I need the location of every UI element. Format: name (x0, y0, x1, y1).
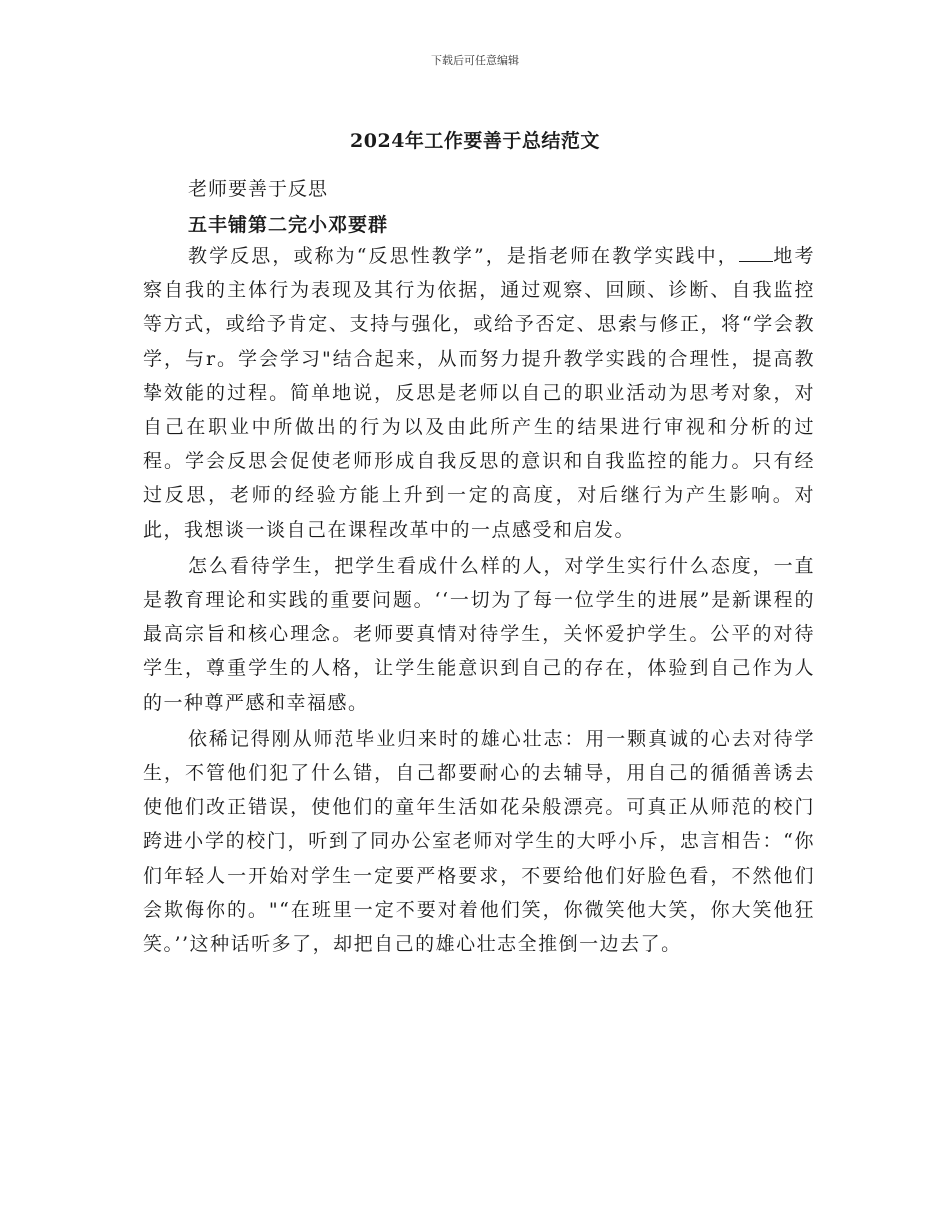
paragraph-1 (143, 239, 815, 547)
document-subtitle: 老师要善于反思 (188, 178, 329, 200)
fill-in-blank (739, 245, 773, 262)
document-body (143, 239, 815, 963)
document-title: 2024年工作要善于总结范文 (350, 130, 600, 152)
paragraph-3: 依稀记得刚从师范毕业归来时的雄心壮志：用一颗真诚的心去对待学生，不管他们犯了什么错，自己都要耐心的去辅导，用自己的循循善诱去使他们改正错误，使他们的童年生活如花朵般漂亮。可真正从师范的校门跨进小学的校门，听到了同办公室老师对学生的大呼小斥，忠言相告：“你们年轻人一开始对学生一定要严格要求，不要给他们好脸色看，不然他们会欺侮你的。"“在班里一定不要对着他们笑，你微笑他大笑，你大笑他狂笑。’’这种话听多了，却把自己的雄心壮志全推倒一边去了。 (143, 727, 815, 956)
paragraph-1-part-2: 地考察自我的主体行为表现及其行为依据，通过观察、回顾、诊断、自我监控等方式，或给予肯定、支持与强化，或给予否定、思索与修正，将“学会教学，与r。学会学习"结合起来，从而努力提升教学实践的合理性，提高教挚效能的过程。简单地说，反思是老师以自己的职业活动为思考对象，对自己在职业中所做出的行为以及由此所产生的结果进行审视和分析的过程。学会反思会促使老师形成自我反思的意识和自我监控的能力。只有经过反思，老师的经验方能上升到一定的高度，对后继行为产生影响。对此，我想谈一谈自己在课程改革中的一点感受和启发。 (143, 245, 815, 541)
paragraph-2: 怎么看待学生，把学生看成什么样的人，对学生实行什么态度，一直是教育理论和实践的重要问题。‘‘一切为了每一位学生的进展”是新课程的最高宗旨和核心理念。老师要真情对待学生，关怀爱护学生。公平的对待学生，尊重学生的人格，让学生能意识到自己的存在，体验到自己作为人的一种尊严感和幸福感。 (143, 554, 815, 714)
document-author: 五丰铺第二完小邓要群 (188, 214, 389, 236)
page-header: 下载后可任意编辑 (431, 54, 519, 67)
paragraph-1-part-1: 教学反思，或称为“反思性教学”，是指老师在教学实践中， (188, 245, 739, 267)
